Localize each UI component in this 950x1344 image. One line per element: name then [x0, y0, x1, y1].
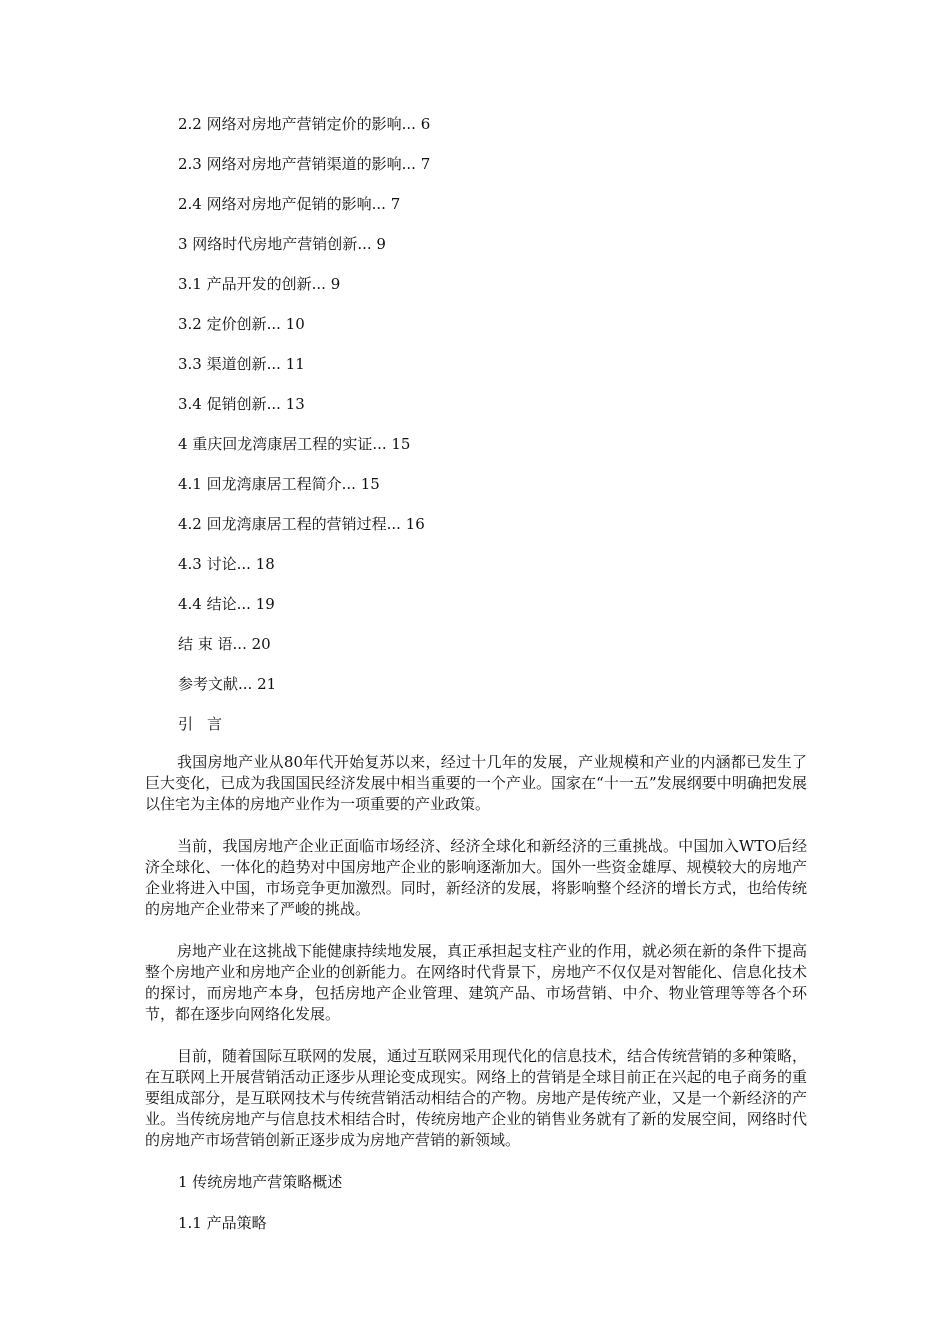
intro-paragraph-3: 房地产业在这挑战下能健康持续地发展，真正承担起支柱产业的作用，就必须在新的条件下提高整个房地产业和房地产企业的创新能力。在网络时代背景下，房地产不仅仅是对智能化、信息化技术的探讨，而房地产本身，包括房地产企业管理、建筑产品、市场营销、中介、物业管理等等各个环节，都在逐步向网络化发展。 — [145, 942, 808, 1023]
intro-heading: 引言 — [178, 715, 237, 733]
section-1-1-heading: 1.1 产品策略 — [178, 1214, 267, 1232]
toc-entry-4-1: 4.1 回龙湾康居工程简介... 15 — [178, 475, 380, 493]
toc-entry-4-2: 4.2 回龙湾康居工程的营销过程... 16 — [178, 515, 425, 533]
intro-paragraph-1: 我国房地产业从80年代开始复苏以来，经过十几年的发展，产业规模和产业的内涵都已发生了巨大变化，已成为我国国民经济发展中相当重要的一个产业。国家在“十一五”发展纲要中明确把发展以住宅为主体的房地产业作为一项重要的产业政策。 — [145, 753, 807, 813]
table-of-contents — [178, 114, 798, 714]
toc-entry-4-3: 4.3 讨论... 18 — [178, 555, 275, 573]
toc-entry-4: 4 重庆回龙湾康居工程的实证... 15 — [178, 435, 411, 453]
toc-entry-3-2: 3.2 定价创新... 10 — [178, 315, 305, 333]
intro-paragraph-2: 当前，我国房地产企业正面临市场经济、经济全球化和新经济的三重挑战。中国加入WTO后经济全球化、一体化的趋势对中国房地产企业的影响逐渐加大。国外一些资金雄厚、规模较大的房地产企业将进入中国，市场竞争更加激烈。同时，新经济的发展，将影响整个经济的增长方式，也给传统的房地产企业带来了严峻的挑战。 — [145, 837, 807, 918]
toc-entry-3-1: 3.1 产品开发的创新... 9 — [178, 275, 341, 293]
toc-entry-3: 3 网络时代房地产营销创新... 9 — [178, 235, 386, 253]
toc-entry-2-2: 2.2 网络对房地产营销定价的影响... 6 — [178, 115, 431, 133]
toc-entry-4-4: 4.4 结论... 19 — [178, 595, 275, 613]
toc-entry-3-4: 3.4 促销创新... 13 — [178, 395, 305, 413]
chapter-1-heading: 1 传统房地产营策略概述 — [178, 1173, 343, 1191]
toc-entry-conclusion: 结 束 语... 20 — [178, 635, 271, 653]
toc-entry-3-3: 3.3 渠道创新... 11 — [178, 355, 305, 373]
intro-paragraph-4: 目前，随着国际互联网的发展，通过互联网采用现代化的信息技术，结合传统营销的多种策略，在互联网上开展营销活动正逐步从理论变成现实。网络上的营销是全球目前正在兴起的电子商务的重要组成部分，是互联网技术与传统营销活动相结合的产物。房地产是传统产业，又是一个新经济的产业。当传统房地产与信息技术相结合时，传统房地产企业的销售业务就有了新的发展空间，网络时代的房地产市场营销创新正逐步成为房地产营销的新领域。 — [145, 1047, 808, 1149]
toc-entry-references: 参考文献... 21 — [178, 675, 277, 693]
toc-entry-2-3: 2.3 网络对房地产营销渠道的影响... 7 — [178, 155, 431, 173]
body-text — [145, 752, 807, 1254]
toc-entry-2-4: 2.4 网络对房地产促销的影响... 7 — [178, 195, 401, 213]
